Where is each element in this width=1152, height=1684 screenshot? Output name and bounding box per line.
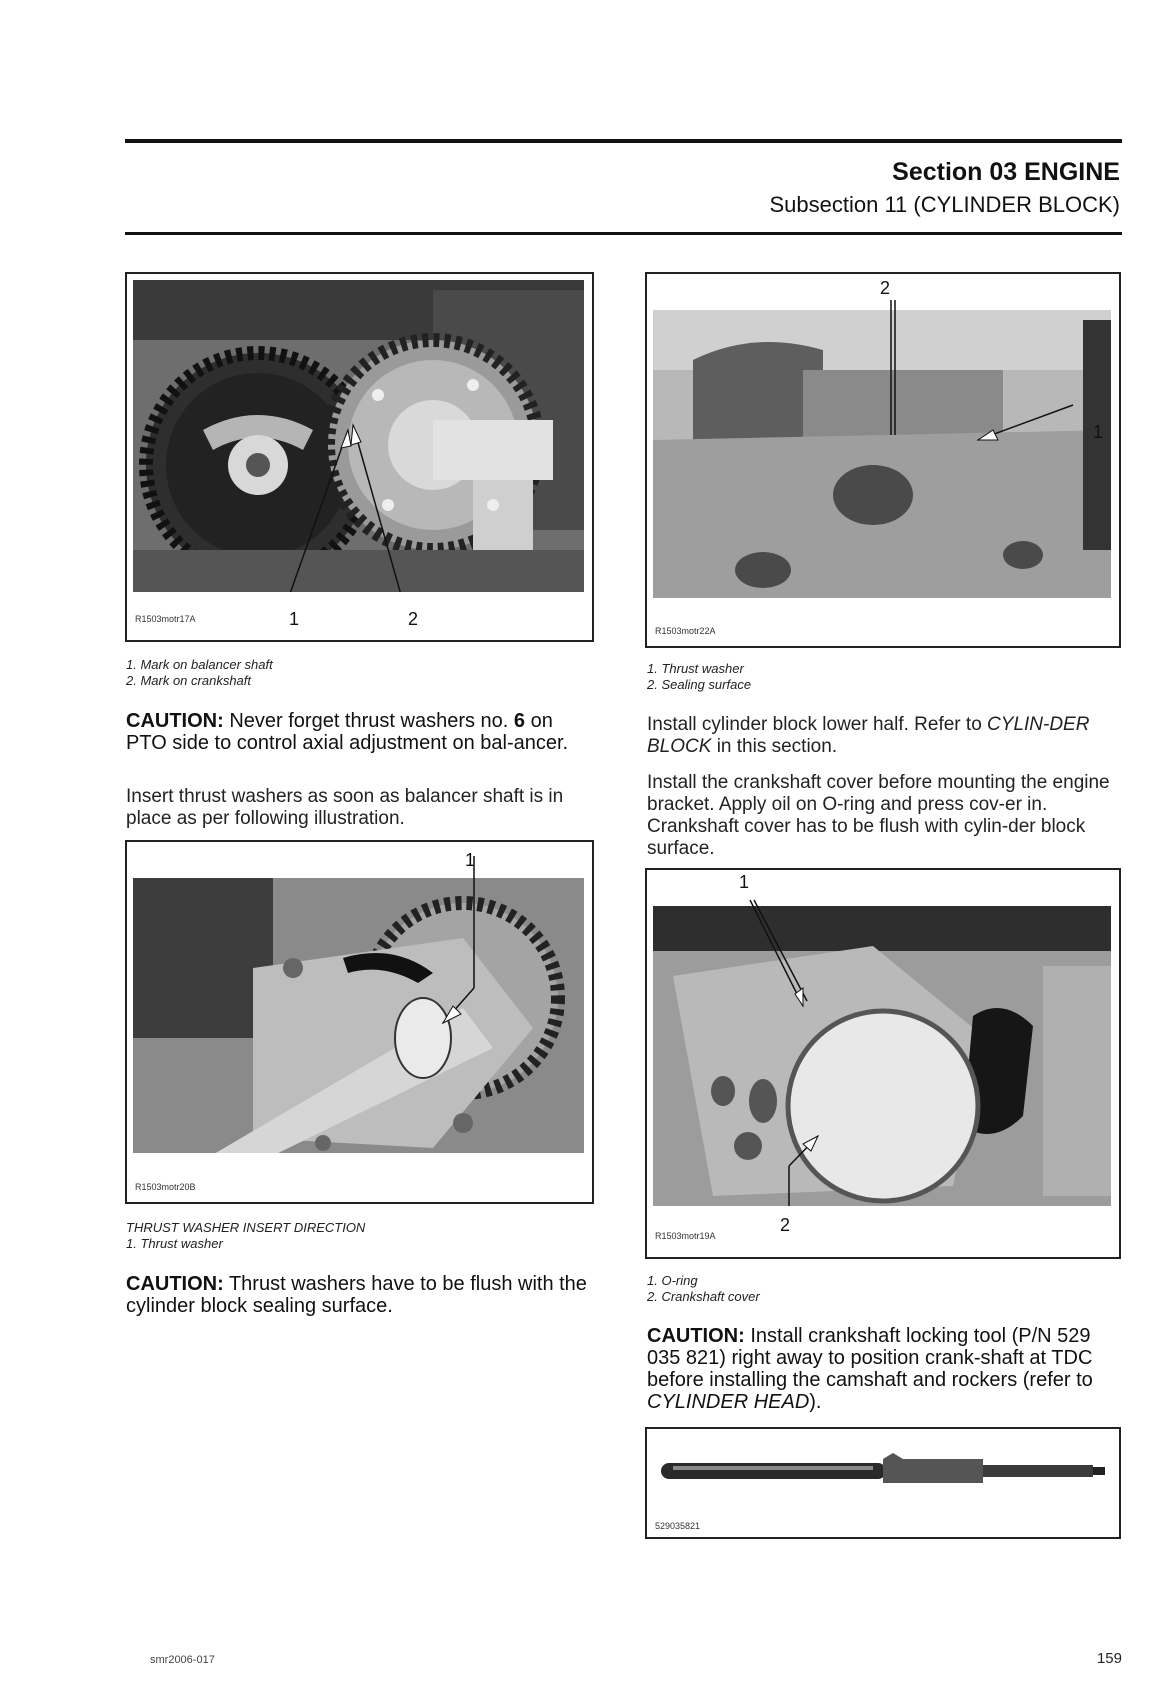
callout-1: 1 [289,609,300,629]
figure-thrust-washer [125,840,594,1204]
figure-locking-tool [645,1427,1121,1539]
callout-2: 2 [408,609,419,629]
caution-thrust-washers [126,710,598,754]
callout-1: 1 [1093,422,1104,442]
caution-text: on PTO side to control axial adjustment on bal-ancer. [126,710,569,754]
reference-cylinder-head: CYLINDER HEAD [647,1391,810,1413]
figure-code: R1503motr19A [655,1231,716,1241]
callout-1: 1 [465,850,476,870]
figure-code: R1503motr22A [655,626,716,636]
caption-line: 1. Thrust washer [647,661,744,676]
caution-label: CAUTION: [126,1273,224,1295]
locking-tool-photo [653,1435,1111,1515]
callout-2: 2 [880,278,891,298]
caution-text: Never forget thrust washers no. [229,710,509,732]
washer-number: 6 [513,710,526,732]
figure-caption [126,1220,365,1252]
paragraph-install-lower-half [647,714,1122,758]
paragraph-crankshaft-cover: Install the crankshaft cover before mounting the engine bracket. Apply oil on O-ring and press cov-er in. Crankshaft cover has to be flush with cylin-der block surface. [647,772,1110,859]
figure-caption [126,657,273,689]
caption-title: THRUST WASHER INSERT DIRECTION [126,1220,366,1235]
paragraph-text: in this section. [716,736,838,757]
crankshaft-cover-photo [653,876,1111,1234]
figure-caption [647,1273,760,1305]
caution-text: Thrust washers have to be flush with the cylinder block sealing surface. [126,1273,587,1317]
caution-label: CAUTION: [647,1325,745,1347]
thrust-washer-photo [133,848,584,1180]
sealing-surface-photo [653,280,1111,624]
caution-locking-tool [647,1325,1122,1413]
subsection-title: Subsection 11 (CYLINDER BLOCK) [769,192,1120,217]
figure-sealing-surface [645,272,1121,648]
figure-gears [125,272,594,642]
figure-code: R1503motr20B [135,1182,196,1192]
figure-crankshaft-cover [645,868,1121,1259]
caption-line: 1. Thrust washer [126,1236,223,1251]
paragraph-insert-washers: Insert thrust washers as soon as balancer shaft is in place as per following illustration. [126,786,564,829]
caption-line: 2. Mark on crankshaft [126,673,251,688]
caption-line: 1. O-ring [647,1273,698,1288]
header-bottom-rule [125,232,1122,235]
figure-code: R1503motr17A [135,614,196,624]
caption-line: 2. Crankshaft cover [647,1289,760,1304]
callout-2: 2 [780,1215,791,1235]
paragraph-text: Install cylinder block lower half. Refer to [647,714,982,735]
section-title: Section 03 ENGINE [892,158,1120,186]
document-code: smr2006-017 [150,1654,215,1666]
caution-text: Install crankshaft locking tool (P/N 529 035 821) right away to position crank-shaft at TDC before installing the camshaft and rockers (refer to [647,1325,1093,1391]
figure-code: 529035821 [655,1521,701,1531]
caption-line: 1. Mark on balancer shaft [126,657,273,672]
gears-photo [133,280,584,618]
caution-text: ). [809,1391,822,1413]
reference-cylinder-block: CYLIN-DER BLOCK [647,714,1090,757]
page-number: 159 [1096,1650,1122,1667]
header-top-rule [125,139,1122,143]
figure-caption [647,661,751,693]
caption-line: 2. Sealing surface [647,677,752,692]
caution-label: CAUTION: [126,710,224,732]
callout-1: 1 [739,872,750,892]
caution-flush [126,1273,596,1317]
